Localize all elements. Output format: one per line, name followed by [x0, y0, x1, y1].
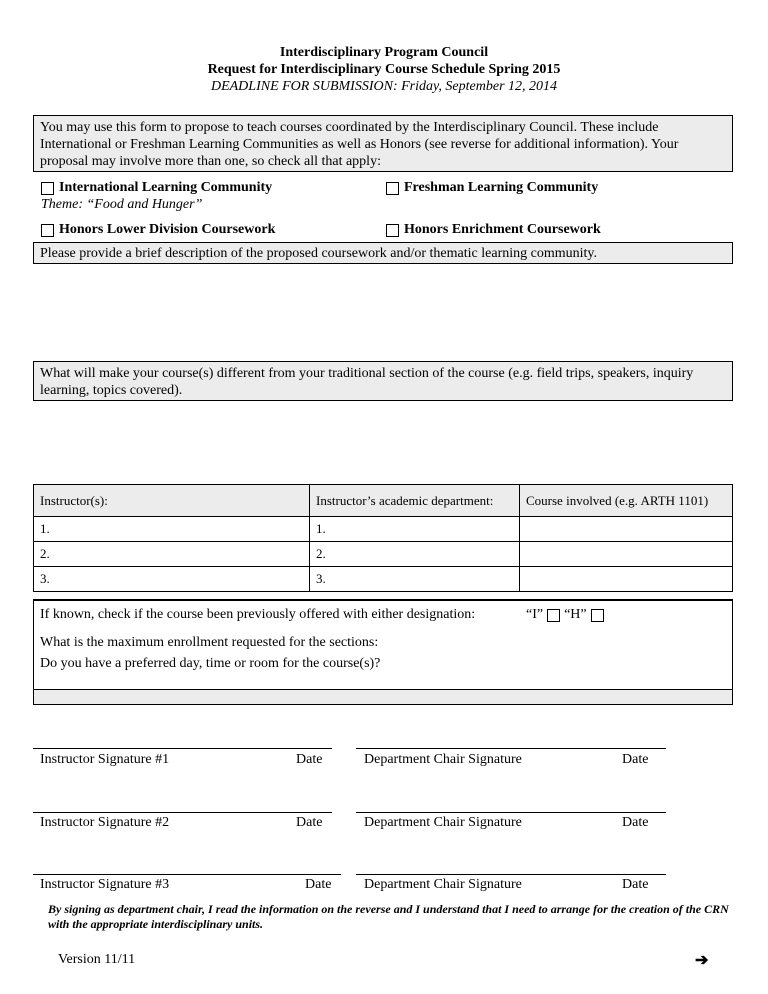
chair-signature-2: Department Chair Signature — [364, 815, 522, 830]
chair-signature-1: Department Chair Signature — [364, 752, 522, 767]
option-label: Freshman Learning Community — [404, 180, 599, 195]
checkbox-h[interactable] — [591, 609, 604, 622]
signature-line[interactable] — [356, 812, 666, 813]
instructor-signature-1: Instructor Signature #1 — [40, 752, 170, 767]
date-label: Date — [296, 752, 323, 767]
option-label: Honors Lower Division Coursework — [59, 222, 276, 237]
max-enrollment-text: What is the maximum enrollment requested for the sections: — [40, 635, 379, 650]
difference-answer-area[interactable] — [33, 401, 733, 481]
checkbox-i[interactable] — [547, 609, 560, 622]
intro-text: You may use this form to propose to teach courses coordinated by the Interdisciplinary Council. These include International or Freshman Learning Communities as well as Honors (see reverse for additional information). Your proposal may involve more than one, so check all that apply: — [33, 115, 733, 172]
checkbox-hldc[interactable] — [41, 224, 54, 237]
form-title: Request for Interdisciplinary Course Schedule Spring 2015 — [207, 62, 561, 77]
instructor-table — [33, 484, 733, 592]
instructor-cell[interactable]: 3. — [34, 567, 310, 592]
chair-note: By signing as department chair, I read the information on the reverse and I understand that I need to arrange for the creation of the CRN with the appropriate interdisciplinary units. — [48, 902, 729, 931]
signature-line[interactable] — [33, 874, 341, 875]
signature-line[interactable] — [356, 874, 666, 875]
signature-line[interactable] — [33, 748, 332, 749]
date-label: Date — [622, 877, 649, 892]
form-header — [0, 44, 768, 95]
date-label: Date — [296, 815, 323, 830]
department-cell[interactable]: 3. — [310, 567, 520, 592]
table-row — [34, 567, 733, 592]
chair-signature-3: Department Chair Signature — [364, 877, 522, 892]
instructor-signature-3: Instructor Signature #3 — [40, 877, 170, 892]
course-cell[interactable] — [520, 542, 733, 567]
option-freshman-learning-community[interactable] — [386, 180, 598, 196]
council-title: Interdisciplinary Program Council — [279, 45, 489, 60]
header-instructors: Instructor(s): — [34, 485, 310, 517]
date-label: Date — [622, 815, 649, 830]
department-cell[interactable]: 2. — [310, 542, 520, 567]
h-label: “H” — [564, 607, 587, 622]
option-label: International Learning Community — [59, 180, 273, 195]
course-details-box — [33, 599, 733, 705]
option-label: Honors Enrichment Coursework — [404, 222, 601, 237]
difference-prompt: What will make your course(s) different from your traditional section of the course (e.g. field trips, speakers, inquiry learning, topics covered). — [33, 361, 733, 401]
course-cell[interactable] — [520, 517, 733, 542]
instructor-cell[interactable]: 1. — [34, 517, 310, 542]
option-honors-lower-division[interactable] — [41, 222, 275, 238]
table-row — [34, 542, 733, 567]
description-prompt: Please provide a brief description of the proposed coursework and/or thematic learning community. — [33, 242, 733, 264]
instructor-signature-2: Instructor Signature #2 — [40, 815, 170, 830]
prev-offered-text: If known, check if the course been previously offered with either designation: — [40, 607, 476, 622]
i-label: “I” — [526, 607, 544, 622]
theme-text: Theme: “Food and Hunger” — [41, 197, 203, 212]
description-answer-area[interactable] — [33, 264, 733, 359]
course-cell[interactable] — [520, 567, 733, 592]
header-course: Course involved (e.g. ARTH 1101) — [520, 485, 733, 517]
arrow-right-icon: ➔ — [695, 952, 709, 969]
checkbox-hec[interactable] — [386, 224, 399, 237]
deadline-text: DEADLINE FOR SUBMISSION: Friday, September 12, 2014 — [210, 79, 558, 94]
checkbox-flc[interactable] — [386, 182, 399, 195]
preferred-time-text: Do you have a preferred day, time or room for the course(s)? — [40, 656, 381, 671]
header-department: Instructor’s academic department: — [310, 485, 520, 517]
version-label: Version 11/11 — [58, 952, 136, 967]
checkbox-ilc[interactable] — [41, 182, 54, 195]
table-row — [34, 517, 733, 542]
date-label: Date — [305, 877, 332, 892]
department-cell[interactable]: 1. — [310, 517, 520, 542]
signature-line[interactable] — [33, 812, 332, 813]
option-international-learning-community[interactable] — [41, 180, 272, 196]
designation-checks — [526, 607, 609, 623]
signature-line[interactable] — [356, 748, 666, 749]
date-label: Date — [622, 752, 649, 767]
table-header-row — [34, 485, 733, 517]
instructor-cell[interactable]: 2. — [34, 542, 310, 567]
option-honors-enrichment[interactable] — [386, 222, 601, 238]
shaded-strip — [34, 689, 732, 704]
